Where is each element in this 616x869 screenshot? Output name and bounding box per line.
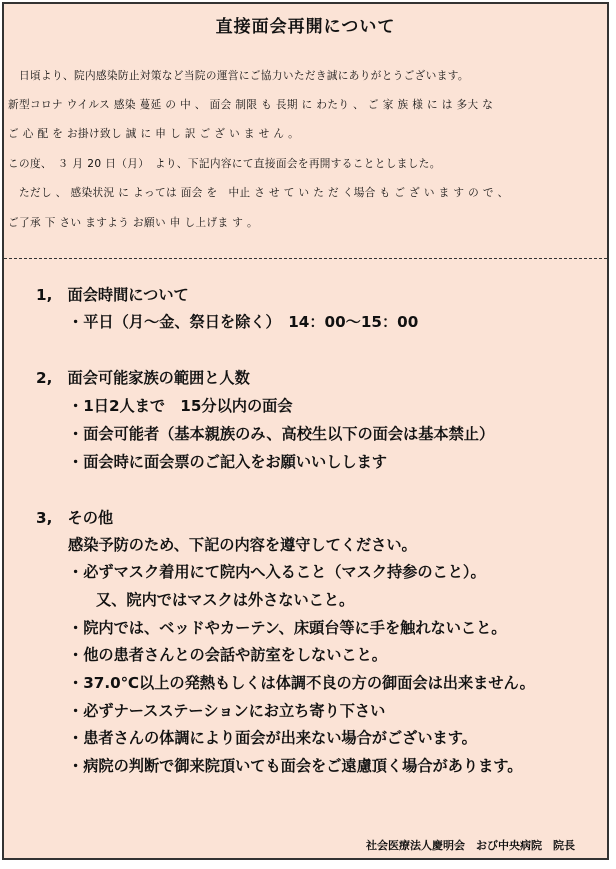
list-item: ・面会可能者（基本親族のみ、高校生以下の面会は基本禁止） bbox=[68, 425, 495, 443]
intro-line: ご 心 配 を お掛け致し 誠 に 申 し 訳 ご ざ い ま せ ん 。 bbox=[8, 128, 300, 140]
list-item: ・院内では、ベッドやカーテン、床頭台等に手を触れないこと。 bbox=[68, 619, 507, 637]
intro-line: 日頃より、院内感染防止対策など当院の運営にご協力いただき誠にありがとうございます。 bbox=[8, 70, 469, 82]
list-item: ・他の患者さんとの会話や訪室をしないこと。 bbox=[68, 646, 387, 664]
intro-line: 新型コロナ ウイルス 感染 蔓延 の 中 、 面会 制限 も 長期 に わたり 、 ご 家 族 様 に は 多大 な bbox=[8, 99, 494, 111]
list-item: ・必ずマスク着用にて院内へ入ること（マスク持参のこと）。 bbox=[68, 563, 486, 581]
intro-line: ご了承 下 さい ますよう お願い 申 し上げま す 。 bbox=[8, 217, 259, 229]
notice-frame bbox=[2, 2, 609, 860]
section-heading-other: 3, その他 bbox=[36, 509, 114, 527]
section-heading-visiting-hours: 1, 面会時間について bbox=[36, 286, 189, 304]
notice-title: 直接面会再開について bbox=[215, 17, 396, 37]
dashed-divider bbox=[4, 258, 607, 259]
signature: 社会医療法人慶明会 おび中央病院 院長 bbox=[366, 839, 575, 852]
list-item-continuation: 又、院内ではマスクは外さないこと。 bbox=[96, 591, 355, 609]
list-item: ・1日2人まで 15分以内の面会 bbox=[68, 397, 293, 415]
list-item: ・平日（月～金、祭日を除く） 14：00～15：00 bbox=[68, 313, 419, 331]
list-item: ・患者さんの体調により面会が出来ない場合がございます。 bbox=[68, 729, 477, 747]
section-heading-family-scope: 2, 面会可能家族の範囲と人数 bbox=[36, 369, 250, 387]
list-item: ・病院の判断で御来院頂いても面会をご遠慮頂く場合があります。 bbox=[68, 757, 523, 775]
intro-line: この度、 ３ 月 20 日（月） より、下記内容にて直接面会を再開することとしました。 bbox=[8, 158, 441, 170]
list-item: ・37.0℃以上の発熱もしくは体調不良の方の御面会は出来ません。 bbox=[68, 674, 535, 692]
list-item: ・面会時に面会票のご記入をお願いいしします bbox=[68, 453, 387, 471]
section-lead: 感染予防のため、下記の内容を遵守してください。 bbox=[68, 536, 417, 554]
intro-line: ただし 、 感染状況 に よっては 面会 を 中止 さ せ て い た だ く場合 も ご ざ い ま す の で 、 bbox=[8, 187, 509, 199]
list-item: ・必ずナースステーションにお立ち寄り下さい bbox=[68, 702, 386, 720]
